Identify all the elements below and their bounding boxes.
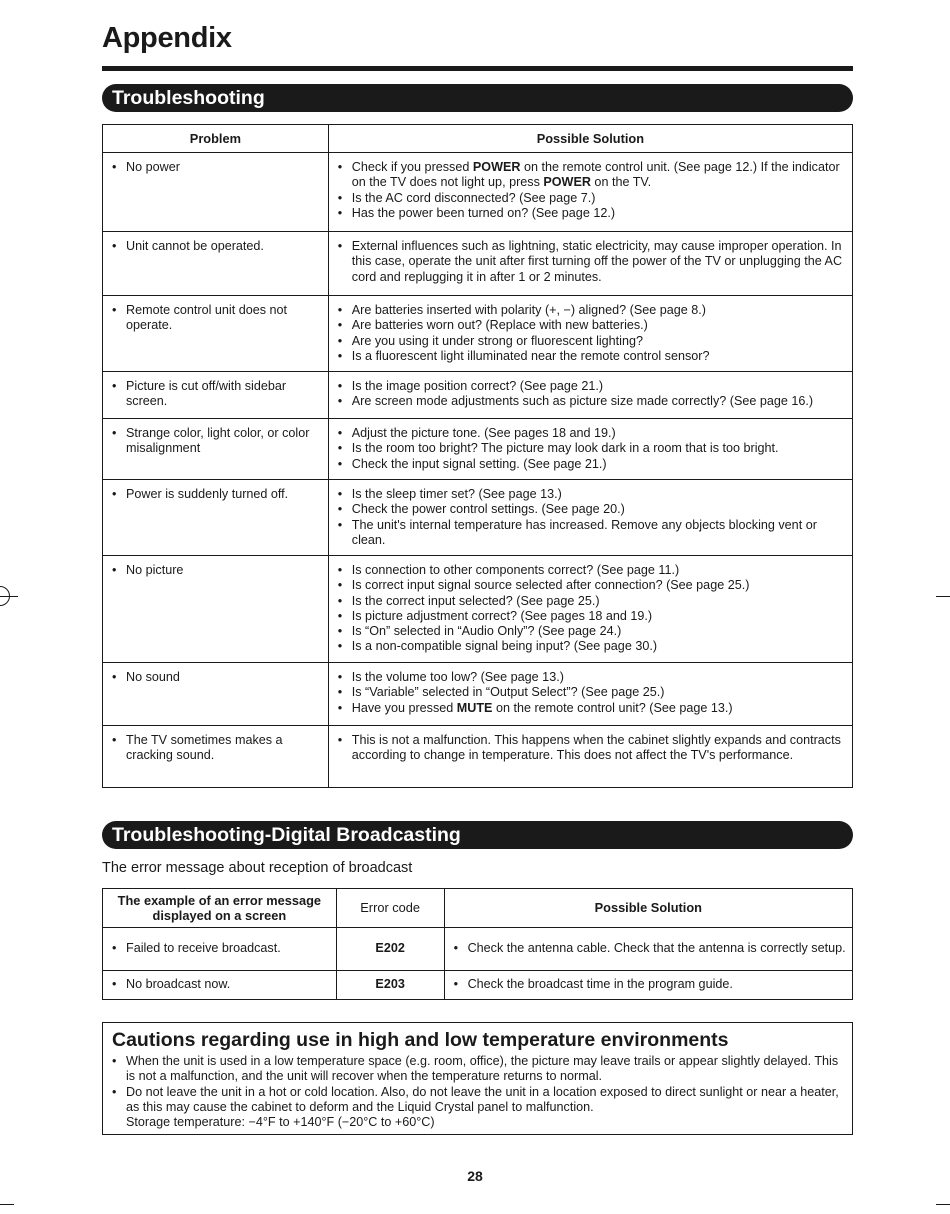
problem-text: • Picture is cut off/with sidebar screen. xyxy=(112,379,322,410)
solution-text: • Is the volume too low? (See page 13.) xyxy=(338,670,850,685)
section-heading-troubleshooting: Troubleshooting xyxy=(102,84,853,112)
solution-text: • Is a fluorescent light illuminated near the remote control sensor? xyxy=(338,349,850,364)
problem-text: • Power is suddenly turned off. xyxy=(112,487,322,502)
problem-cell xyxy=(103,296,329,372)
error-code-cell: E202 xyxy=(336,928,444,971)
troubleshooting-table xyxy=(102,124,853,788)
solution-text: • Is the image position correct? (See page 21.) xyxy=(338,379,850,394)
solution-text: • Are screen mode adjustments such as picture size made correctly? (See page 16.) xyxy=(338,394,850,409)
problem-text: • No sound xyxy=(112,670,322,685)
table-row xyxy=(103,419,853,480)
problem-text: • No picture xyxy=(112,563,322,578)
problem-cell xyxy=(103,663,329,726)
section-heading-digital-broadcasting: Troubleshooting-Digital Broadcasting xyxy=(102,821,853,849)
cautions-box xyxy=(102,1022,853,1135)
column-header-solution: Possible Solution xyxy=(328,125,852,153)
table-row xyxy=(103,663,853,726)
error-message-cell xyxy=(103,971,337,1000)
digital-subtitle: The error message about reception of broadcast xyxy=(102,860,413,876)
error-message-text: • Failed to receive broadcast. xyxy=(112,941,330,956)
error-solution-text: • Check the broadcast time in the program guide. xyxy=(454,977,846,992)
error-code-table xyxy=(102,888,853,1000)
solution-text: • Are batteries worn out? (Replace with new batteries.) xyxy=(338,318,850,333)
error-message-text: • No broadcast now. xyxy=(112,977,330,992)
table-row xyxy=(103,480,853,556)
solution-cell xyxy=(328,556,852,663)
solution-text: • Check the input signal setting. (See page 21.) xyxy=(338,457,850,472)
problem-cell xyxy=(103,153,329,232)
problem-text: • Strange color, light color, or color misalignment xyxy=(112,426,322,457)
column-header-error-code: Error code xyxy=(336,889,444,928)
cautions-title: Cautions regarding use in high and low temperature environments xyxy=(112,1029,729,1051)
solution-text: • Is the AC cord disconnected? (See page 7.) xyxy=(338,191,850,206)
page-title: Appendix xyxy=(102,22,232,54)
storage-temperature: Storage temperature: −4°F to +140°F (−20°C to +60°C) xyxy=(126,1115,435,1130)
solution-text: • Adjust the picture tone. (See pages 18 and 19.) xyxy=(338,426,850,441)
caution-item: • Do not leave the unit in a hot or cold location. Also, do not leave the unit in a location exposed to direct sunlight or near a heater, as this may cause the cabinet to deform and the Liquid Crystal panel to malfunction. xyxy=(112,1085,844,1116)
problem-cell xyxy=(103,419,329,480)
column-header-error-message: The example of an error message displayed on a screen xyxy=(103,889,337,928)
problem-cell xyxy=(103,480,329,556)
problem-cell xyxy=(103,372,329,419)
solution-text: • Are you using it under strong or fluorescent lighting? xyxy=(338,334,850,349)
solution-text: • Is connection to other components correct? (See page 11.) xyxy=(338,563,850,578)
solution-text: • Check the power control settings. (See page 20.) xyxy=(338,502,850,517)
table-row xyxy=(103,971,853,1000)
solution-text: • Is the room too bright? The picture may look dark in a room that is too bright. xyxy=(338,441,850,456)
crop-mark xyxy=(936,596,950,597)
solution-text: • Is a non-compatible signal being input? (See page 30.) xyxy=(338,639,850,654)
page-number: 28 xyxy=(467,1168,483,1184)
table-row xyxy=(103,296,853,372)
solution-text: • Has the power been turned on? (See page 12.) xyxy=(338,206,850,221)
problem-text: • Unit cannot be operated. xyxy=(112,239,322,254)
problem-text: • The TV sometimes makes a cracking sound. xyxy=(112,733,322,764)
error-solution-text: • Check the antenna cable. Check that the antenna is correctly setup. xyxy=(454,941,846,956)
table-row xyxy=(103,232,853,296)
solution-text: • Check if you pressed POWER on the remote control unit. (See page 12.) If the indicator on the TV does not light up, press POWER on the TV. xyxy=(338,160,850,191)
solution-text: • This is not a malfunction. This happens when the cabinet slightly expands and contracts according to change in temperature. This does not affect the TV's performance. xyxy=(338,733,850,764)
caution-item: • When the unit is used in a low temperature space (e.g. room, office), the picture may leave trails or appear slightly delayed. This is not a malfunction, and the unit will recover when the temperature returns to normal. xyxy=(112,1054,844,1085)
problem-cell xyxy=(103,232,329,296)
table-row xyxy=(103,556,853,663)
solution-cell xyxy=(328,726,852,788)
problem-text: • No power xyxy=(112,160,322,175)
solution-text: • External influences such as lightning, static electricity, may cause improper operation. In this case, operate the unit after first turning off the power of the TV or unplugging the AC cord and replugging it in after 1 or 2 minutes. xyxy=(338,239,850,285)
solution-cell xyxy=(328,480,852,556)
solution-text: • Have you pressed MUTE on the remote control unit? (See page 13.) xyxy=(338,701,850,716)
column-header-problem: Problem xyxy=(103,125,329,153)
solution-cell xyxy=(328,232,852,296)
problem-text: • Remote control unit does not operate. xyxy=(112,303,322,334)
registration-mark xyxy=(0,586,10,606)
solution-text: • Are batteries inserted with polarity (+, −) aligned? (See page 8.) xyxy=(338,303,850,318)
column-header-error-solution: Possible Solution xyxy=(444,889,852,928)
table-row xyxy=(103,928,853,971)
solution-text: • Is the correct input selected? (See page 25.) xyxy=(338,594,850,609)
crop-mark xyxy=(936,1204,950,1205)
solution-text: • Is “On” selected in “Audio Only”? (See page 24.) xyxy=(338,624,850,639)
solution-text: • Is correct input signal source selected after connection? (See page 25.) xyxy=(338,578,850,593)
error-solution-cell xyxy=(444,971,852,1000)
error-solution-cell xyxy=(444,928,852,971)
solution-cell xyxy=(328,419,852,480)
cautions-list xyxy=(112,1054,844,1115)
solution-text: • The unit's internal temperature has increased. Remove any objects blocking vent or clean. xyxy=(338,518,850,549)
solution-text: • Is the sleep timer set? (See page 13.) xyxy=(338,487,850,502)
solution-text: • Is “Variable” selected in “Output Select”? (See page 25.) xyxy=(338,685,850,700)
solution-cell xyxy=(328,296,852,372)
table-row xyxy=(103,726,853,788)
solution-cell xyxy=(328,663,852,726)
title-rule xyxy=(102,66,853,71)
solution-cell xyxy=(328,372,852,419)
table-row xyxy=(103,372,853,419)
crop-mark xyxy=(0,1204,14,1205)
table-row xyxy=(103,153,853,232)
problem-cell xyxy=(103,556,329,663)
problem-cell xyxy=(103,726,329,788)
solution-cell xyxy=(328,153,852,232)
solution-text: • Is picture adjustment correct? (See pages 18 and 19.) xyxy=(338,609,850,624)
error-code-cell: E203 xyxy=(336,971,444,1000)
error-message-cell xyxy=(103,928,337,971)
